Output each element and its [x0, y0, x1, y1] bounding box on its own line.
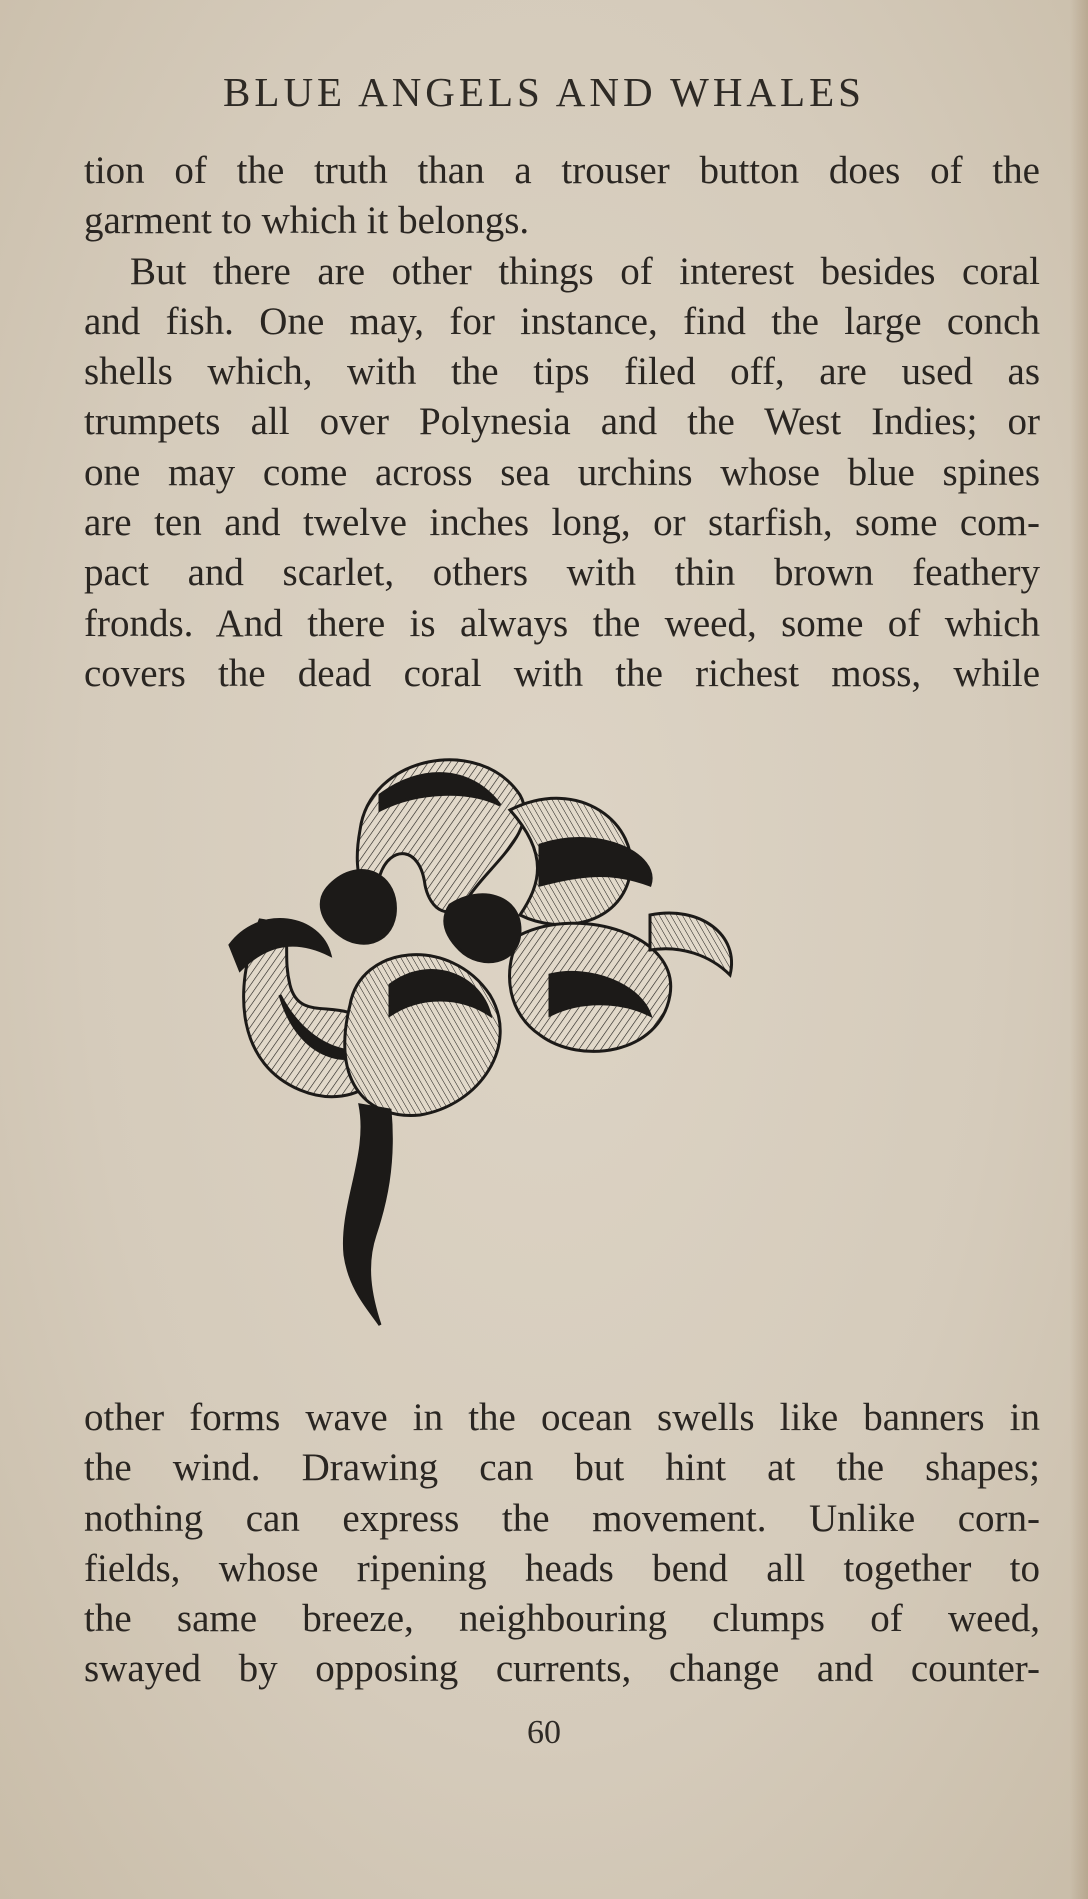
text-line: But there are other things of interest besides coral: [130, 249, 1040, 293]
text-line: fronds. And there is always the weed, some of which: [84, 601, 1040, 645]
text-line: the wind. Drawing can but hint at the shapes;: [84, 1446, 1040, 1490]
text-line: one may come across sea urchins whose blue spines: [84, 450, 1040, 494]
text-line: shells which, with the tips filed off, are used as: [84, 350, 1040, 394]
text-line: fields, whose ripening heads bend all together to: [84, 1546, 1040, 1590]
text-line: swayed by opposing currents, change and counter-: [84, 1647, 1040, 1691]
text-block-bottom: [84, 1393, 1040, 1695]
text-line: are ten and twelve inches long, or starfish, some com-: [84, 501, 1040, 545]
page-edge-shadow: [1070, 0, 1088, 1899]
seaweed-illustration: [220, 735, 920, 1355]
text-line: pact and scarlet, others with thin brown feathery: [84, 551, 1040, 595]
text-line: trumpets all over Polynesia and the West Indies; or: [84, 400, 1040, 444]
text-line: garment to which it belongs.: [84, 199, 530, 243]
text-line: covers the dead coral with the richest moss, while: [84, 651, 1040, 695]
text-block-top: [84, 146, 1040, 699]
text-line: nothing can express the movement. Unlike corn-: [84, 1496, 1040, 1540]
text-line: and fish. One may, for instance, find the large conch: [84, 299, 1040, 343]
seaweed-icon: [220, 735, 920, 1355]
running-head: BLUE ANGELS AND WHALES: [223, 69, 865, 115]
page-number: 60: [527, 1714, 561, 1751]
text-line: other forms wave in the ocean swells like banners in: [84, 1396, 1040, 1439]
text-line: tion of the truth than a trouser button does of the: [84, 149, 1040, 192]
text-line: the same breeze, neighbouring clumps of weed,: [84, 1597, 1040, 1641]
